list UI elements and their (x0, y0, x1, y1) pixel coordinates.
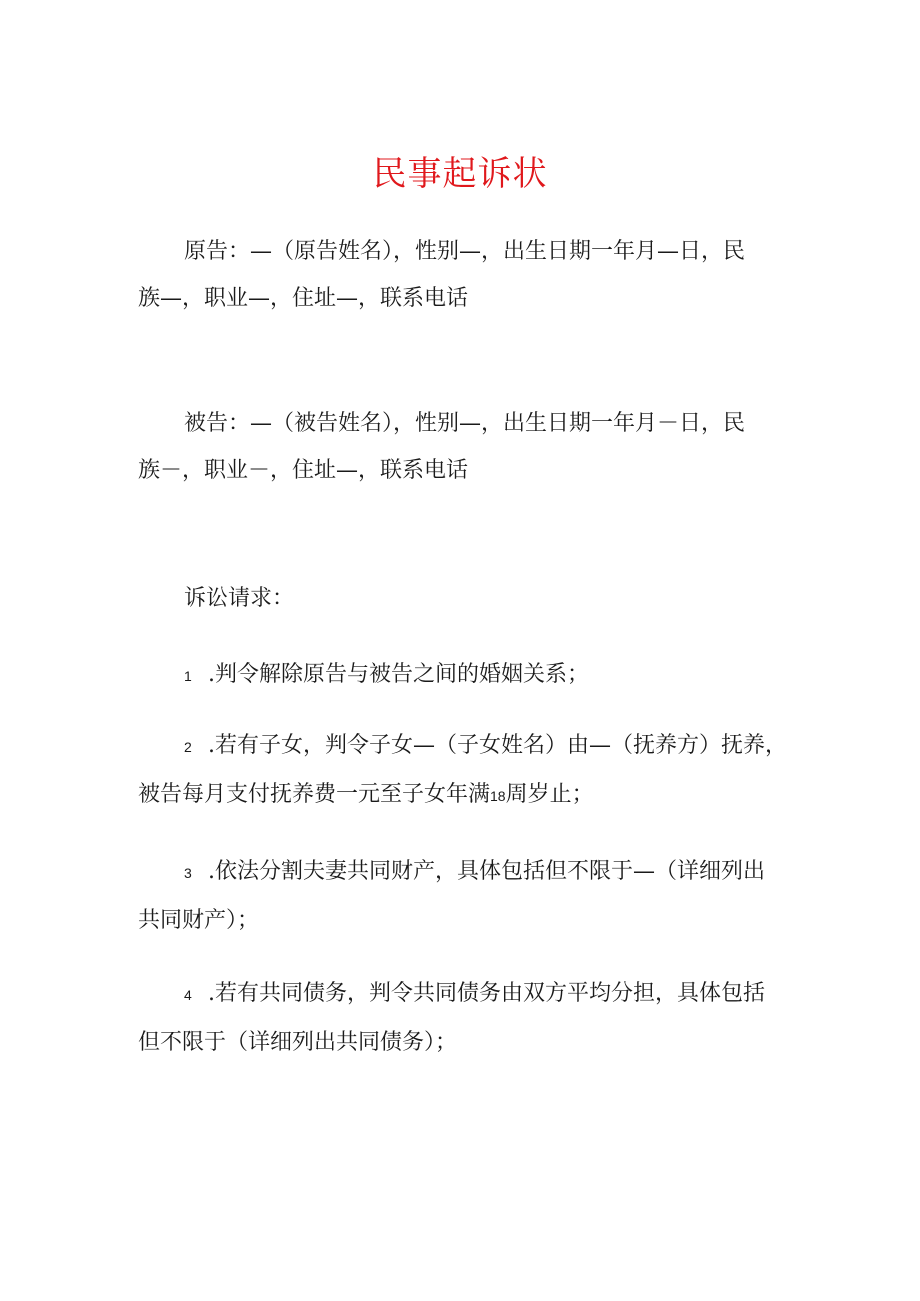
claim-line-1: .依法分割夫妻共同财产，具体包括但不限于—（详细列出 (208, 859, 765, 884)
claim-line-1: .判令解除原告与被告之间的婚姻关系； (208, 662, 589, 687)
claim-number: 3 (184, 865, 192, 881)
claim-line-2-end: 周岁止； (505, 782, 594, 807)
plaintiff-paragraph (138, 228, 788, 322)
claim-number: 1 (184, 668, 192, 684)
claim-number: 4 (184, 987, 192, 1003)
claim-line-2: 共同财产）； (138, 908, 260, 933)
claim-number: 2 (184, 739, 192, 755)
claim-item-3 (138, 848, 788, 944)
document-title: 民事起诉状 (372, 154, 548, 194)
defendant-line-1: 被告：—（被告姓名），性别—，出生日期一年月－日，民 (184, 411, 746, 436)
claim-age-number: 18 (490, 788, 506, 804)
claim-line-2: 但不限于（详细列出共同债务）； (138, 1030, 458, 1055)
claim-line-2: 被告每月支付抚养费一元至子女年满 (138, 782, 491, 807)
claim-line-1: .若有共同债务，判令共同债务由双方平均分担，具体包括 (208, 981, 765, 1006)
plaintiff-line-1: 原告：—（原告姓名），性别—，出生日期一年月—日，民 (184, 239, 746, 264)
claims-heading-text: 诉讼请求： (184, 586, 295, 611)
claim-line-1: .若有子女，判令子女—（子女姓名）由—（抚养方）抚养， (208, 733, 787, 758)
claim-item-4 (138, 970, 788, 1066)
claim-item-2 (138, 722, 788, 820)
defendant-paragraph (138, 400, 788, 494)
claims-heading (138, 575, 788, 622)
defendant-line-2: 族－，职业－，住址—，联系电话 (138, 458, 469, 483)
claim-item-1 (138, 651, 788, 700)
plaintiff-line-2: 族—，职业—，住址—，联系电话 (138, 286, 469, 311)
